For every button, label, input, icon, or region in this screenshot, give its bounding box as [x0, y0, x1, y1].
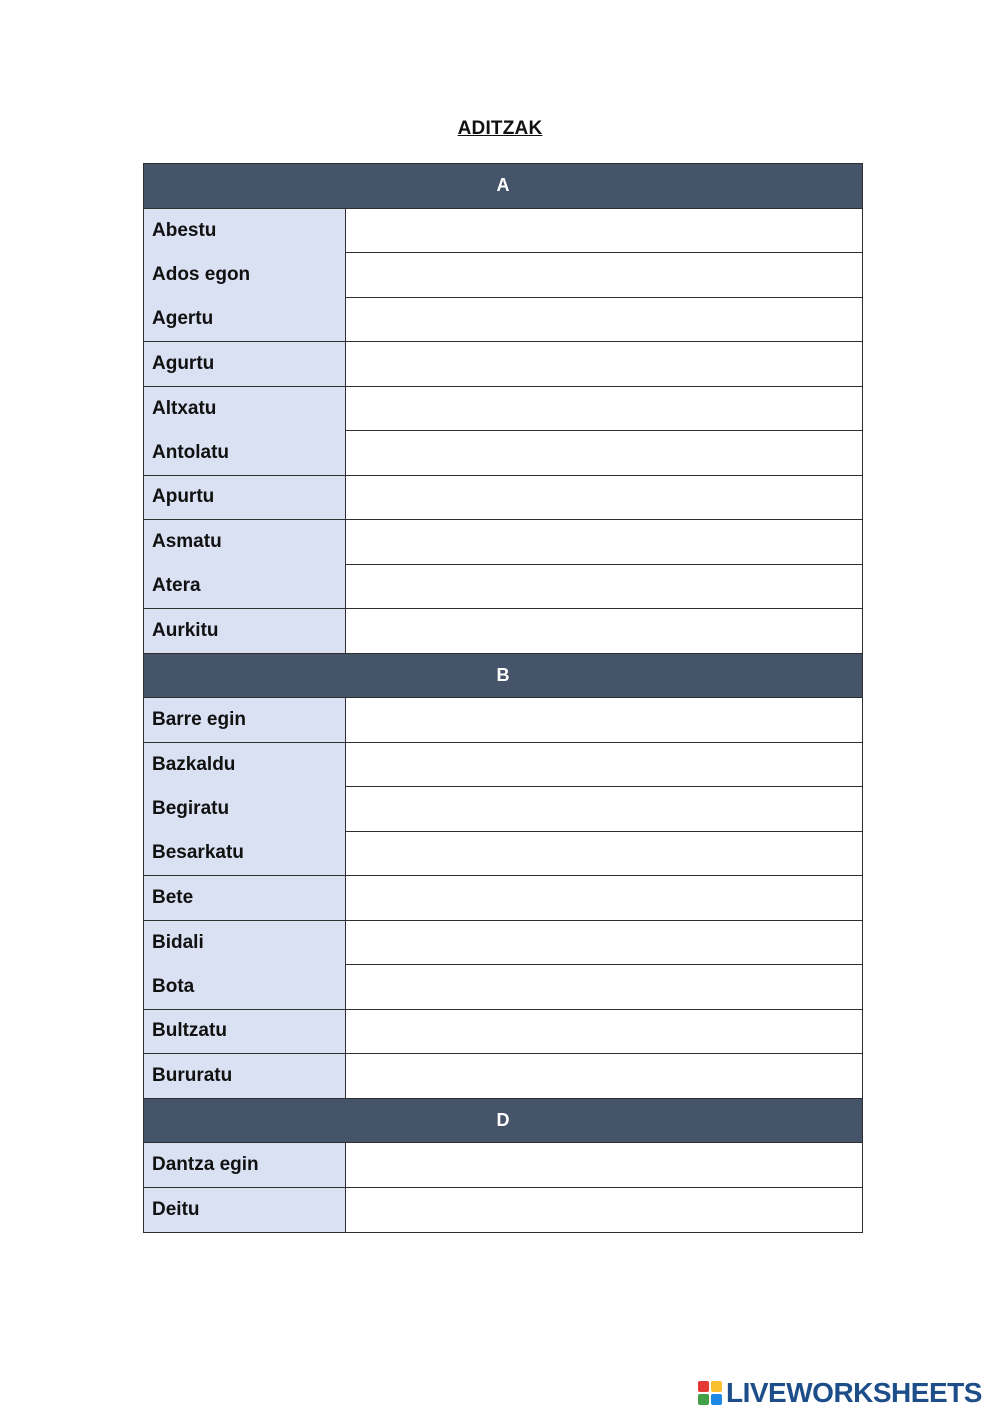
answer-field[interactable] [346, 1188, 862, 1233]
table-row [144, 565, 862, 610]
table-row [144, 1143, 862, 1188]
section-header-a: A [144, 164, 862, 209]
verb-label: Bete [144, 876, 346, 920]
verb-label: Bota [144, 965, 346, 1009]
brand-name: LIVEWORKSHEETS [726, 1377, 982, 1408]
table-row [144, 1054, 862, 1099]
answer-field[interactable] [346, 1143, 862, 1187]
answer-field[interactable] [346, 476, 862, 520]
table-row [144, 832, 862, 877]
verb-label: Besarkatu [144, 832, 346, 876]
answer-field[interactable] [346, 520, 862, 565]
verbs-table [143, 163, 863, 1233]
verb-label: Atera [144, 565, 346, 609]
verb-label: Agurtu [144, 342, 346, 386]
section-header-d: D [144, 1099, 862, 1144]
page-title: ADITZAK [457, 118, 543, 139]
table-row [144, 698, 862, 743]
verb-label: Abestu [144, 209, 346, 254]
table-row [144, 609, 862, 654]
answer-field[interactable] [346, 565, 862, 609]
verb-label: Barre egin [144, 698, 346, 742]
table-row [144, 520, 862, 565]
table-row [144, 921, 862, 966]
verb-label: Apurtu [144, 476, 346, 520]
verb-label: Aurkitu [144, 609, 346, 653]
table-row [144, 298, 862, 343]
table-row [144, 209, 862, 254]
answer-field[interactable] [346, 253, 862, 298]
answer-field[interactable] [346, 1010, 862, 1054]
table-row [144, 476, 862, 521]
verb-label: Bultzatu [144, 1010, 346, 1054]
liveworksheets-logo-icon [698, 1381, 722, 1405]
verb-label: Antolatu [144, 431, 346, 475]
answer-field[interactable] [346, 965, 862, 1009]
answer-field[interactable] [346, 298, 862, 342]
verb-label: Bidali [144, 921, 346, 966]
table-row [144, 876, 862, 921]
table-row [144, 787, 862, 832]
table-row [144, 253, 862, 298]
section-header-b: B [144, 654, 862, 699]
answer-field[interactable] [346, 832, 862, 876]
verb-label: Dantza egin [144, 1143, 346, 1187]
verb-label: Begiratu [144, 787, 346, 832]
answer-field[interactable] [346, 209, 862, 254]
answer-field[interactable] [346, 921, 862, 966]
answer-field[interactable] [346, 431, 862, 475]
liveworksheets-brand [698, 1376, 982, 1410]
answer-field[interactable] [346, 787, 862, 832]
verb-label: Asmatu [144, 520, 346, 565]
answer-field[interactable] [346, 698, 862, 742]
verb-label: Ados egon [144, 253, 346, 298]
table-row [144, 1188, 862, 1233]
answer-field[interactable] [346, 342, 862, 386]
answer-field[interactable] [346, 387, 862, 432]
verb-label: Bazkaldu [144, 743, 346, 788]
verb-label: Altxatu [144, 387, 346, 432]
answer-field[interactable] [346, 609, 862, 653]
answer-field[interactable] [346, 743, 862, 788]
table-row [144, 1010, 862, 1055]
verb-label: Agertu [144, 298, 346, 342]
verb-label: Bururatu [144, 1054, 346, 1098]
answer-field[interactable] [346, 876, 862, 920]
answer-field[interactable] [346, 1054, 862, 1098]
table-row [144, 965, 862, 1010]
table-row [144, 342, 862, 387]
table-row [144, 387, 862, 432]
verb-label: Deitu [144, 1188, 346, 1233]
table-row [144, 743, 862, 788]
table-row [144, 431, 862, 476]
